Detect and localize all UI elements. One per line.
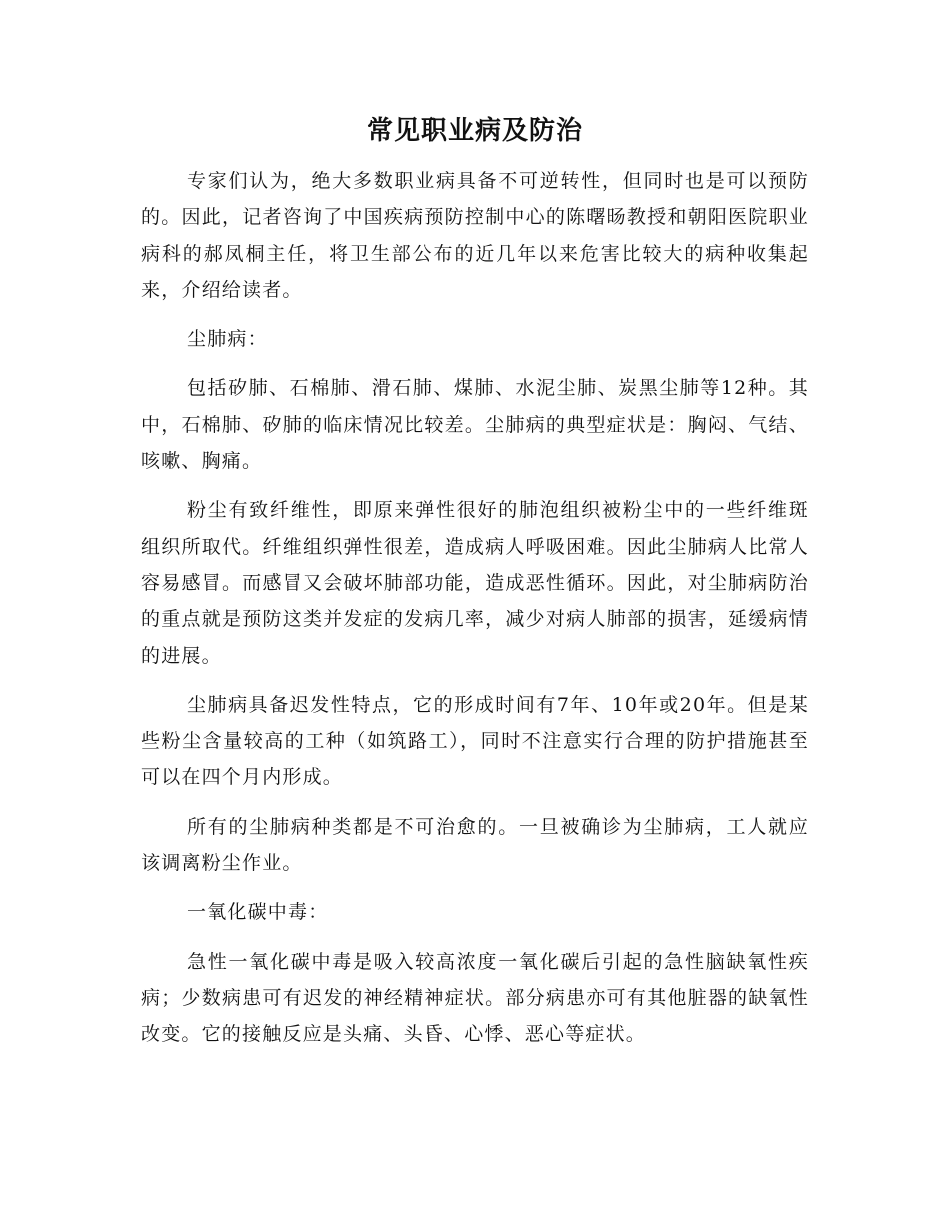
paragraph-dust-fibrosis: 粉尘有致纤维性，即原来弹性很好的肺泡组织被粉尘中的一些纤维斑组织所取代。纤维组织弹性很差，造成病人呼吸困难。因此尘肺病人比常人容易感冒。而感冒又会破坏肺部功能，造成恶性循环。因此，对尘肺病防治的重点就是预防这类并发症的发病几率，减少对病人肺部的损害，延缓病情的进展。 [141,499,809,667]
paragraph-incurable: 所有的尘肺病种类都是不可治愈的。一旦被确诊为尘肺病，工人就应该调离粉尘作业。 [141,815,809,875]
paragraph-pneumoconiosis-types: 包括矽肺、石棉肺、滑石肺、煤肺、水泥尘肺、炭黑尘肺等12种。其中，石棉肺、矽肺的临床情况比较差。尘肺病的典型症状是：胸闷、气结、咳嗽、胸痛。 [141,377,809,473]
document-title: 常见职业病及防治 [366,116,583,146]
paragraph-delayed-onset: 尘肺病具备迟发性特点，它的形成时间有7年、10年或20年。但是某些粉尘含量较高的工种（如筑路工），同时不注意实行合理的防护措施甚至可以在四个月内形成。 [141,693,809,789]
section-heading-co-poisoning: 一氧化碳中毒： [187,901,329,924]
paragraph-co-poisoning: 急性一氧化碳中毒是吸入较高浓度一氧化碳后引起的急性脑缺氧性疾病；少数病患可有迟发的神经精神症状。部分病患亦可有其他脏器的缺氧性改变。它的接触反应是头痛、头昏、心悸、恶心等症状。 [141,950,809,1046]
section-heading-pneumoconiosis: 尘肺病： [187,328,268,351]
document-body [141,163,809,1066]
paragraph-intro: 专家们认为，绝大多数职业病具备不可逆转性，但同时也是可以预防的。因此，记者咨询了中国疾病预防控制中心的陈曙旸教授和朝阳医院职业病科的郝凤桐主任，将卫生部公布的近几年以来危害比较大的病种收集起来，介绍给读者。 [141,170,809,301]
